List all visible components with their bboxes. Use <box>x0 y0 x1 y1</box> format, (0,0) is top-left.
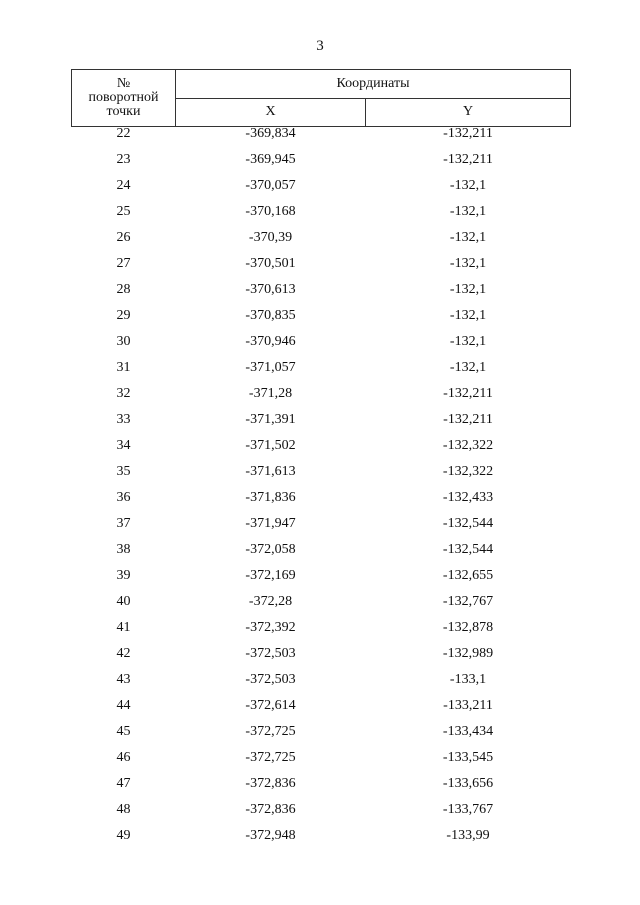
y-coordinate-cell: -132,655 <box>442 568 494 583</box>
table-row <box>72 413 571 439</box>
x-coordinate-cell: -372,28 <box>248 594 293 609</box>
point-number-cell: 27 <box>116 256 131 271</box>
y-coordinate-cell: -132,211 <box>443 386 493 401</box>
table-row <box>72 803 571 829</box>
table-row <box>72 595 571 621</box>
y-coordinate-cell: -132,433 <box>442 490 494 505</box>
y-coordinate-cell: -132,1 <box>449 230 487 245</box>
table-row <box>72 335 571 361</box>
y-coordinate-cell: -133,767 <box>442 802 494 817</box>
table-row <box>72 647 571 673</box>
point-number-cell: 47 <box>116 776 131 791</box>
point-number-cell: 42 <box>116 646 131 661</box>
table-row <box>72 387 571 413</box>
x-coordinate-cell: -370,168 <box>245 204 296 219</box>
y-coordinate-cell: -132,767 <box>442 594 494 609</box>
y-coordinate-cell: -132,544 <box>442 542 494 557</box>
x-coordinate-cell: -372,836 <box>245 776 296 791</box>
table-row <box>72 725 571 751</box>
x-coordinate-cell: -370,057 <box>245 178 296 193</box>
table-row <box>72 465 571 491</box>
point-number-cell: 29 <box>116 308 131 323</box>
point-number-cell: 48 <box>116 802 131 817</box>
page-number: 3 <box>316 38 324 54</box>
x-coordinate-cell: -372,503 <box>245 646 296 661</box>
x-coordinate-cell: -372,614 <box>245 698 296 713</box>
y-coordinate-cell: -133,545 <box>442 750 494 765</box>
table-row <box>72 543 571 569</box>
point-number-cell: 22 <box>116 126 131 141</box>
y-coordinate-cell: -132,1 <box>449 178 487 193</box>
table-row <box>72 153 571 179</box>
y-column-header: Y <box>366 98 571 127</box>
x-coordinate-cell: -370,501 <box>245 256 296 271</box>
x-coordinate-cell: -370,946 <box>245 334 296 349</box>
y-coordinate-cell: -133,434 <box>442 724 494 739</box>
point-number-cell: 44 <box>116 698 131 713</box>
x-coordinate-cell: -370,39 <box>248 230 293 245</box>
point-number-cell: 36 <box>116 490 131 505</box>
point-number-cell: 40 <box>116 594 131 609</box>
point-number-cell: 28 <box>116 282 131 297</box>
table-row <box>72 361 571 387</box>
x-coordinate-cell: -371,502 <box>245 438 296 453</box>
y-coordinate-cell: -132,211 <box>443 152 493 167</box>
x-coordinate-cell: -372,948 <box>245 828 296 843</box>
y-coordinate-cell: -133,211 <box>443 698 493 713</box>
x-coordinate-cell: -372,058 <box>245 542 296 557</box>
y-coordinate-cell: -132,1 <box>449 334 487 349</box>
table-row <box>72 309 571 335</box>
table-row <box>72 829 571 855</box>
x-coordinate-cell: -371,947 <box>245 516 296 531</box>
number-sign: № <box>116 76 131 91</box>
table-row <box>72 127 571 154</box>
table-row <box>72 751 571 777</box>
table-row <box>72 231 571 257</box>
table-header <box>72 70 571 127</box>
point-number-cell: 45 <box>116 724 131 739</box>
x-coordinate-cell: -371,057 <box>245 360 296 375</box>
number-header-line-2: поворотной <box>88 90 159 105</box>
coordinates-table <box>71 69 571 855</box>
x-coordinate-cell: -371,613 <box>245 464 296 479</box>
table-row <box>72 569 571 595</box>
y-coordinate-cell: -132,1 <box>449 204 487 219</box>
x-coordinate-cell: -372,169 <box>245 568 296 583</box>
point-number-cell: 46 <box>116 750 131 765</box>
x-coordinate-cell: -370,613 <box>245 282 296 297</box>
x-coordinate-cell: -372,725 <box>245 724 296 739</box>
table-body <box>72 127 571 856</box>
point-number-cell: 32 <box>116 386 131 401</box>
point-number-cell: 38 <box>116 542 131 557</box>
point-number-cell: 35 <box>116 464 131 479</box>
y-coordinate-cell: -133,656 <box>442 776 494 791</box>
y-coordinate-cell: -132,878 <box>442 620 494 635</box>
point-number-cell: 30 <box>116 334 131 349</box>
table-row <box>72 491 571 517</box>
y-coordinate-cell: -132,1 <box>449 256 487 271</box>
y-coordinate-cell: -132,211 <box>443 412 493 427</box>
point-number-cell: 26 <box>116 230 131 245</box>
x-coordinate-cell: -372,392 <box>245 620 296 635</box>
y-coordinate-cell: -133,99 <box>446 828 490 843</box>
point-number-cell: 49 <box>116 828 131 843</box>
y-coordinate-cell: -132,322 <box>442 464 494 479</box>
point-number-header <box>72 70 176 127</box>
x-coordinate-cell: -371,836 <box>245 490 296 505</box>
x-coordinate-cell: -372,725 <box>245 750 296 765</box>
point-number-cell: 24 <box>116 178 131 193</box>
point-number-cell: 31 <box>116 360 131 375</box>
table-row <box>72 517 571 543</box>
y-coordinate-cell: -132,1 <box>449 360 487 375</box>
x-coordinate-cell: -372,836 <box>245 802 296 817</box>
point-number-cell: 41 <box>116 620 131 635</box>
table-row <box>72 621 571 647</box>
y-coordinate-cell: -132,989 <box>442 646 494 661</box>
coordinates-header: Координаты <box>176 70 571 99</box>
point-number-cell: 34 <box>116 438 131 453</box>
point-number-cell: 39 <box>116 568 131 583</box>
number-header-line-3: точки <box>106 104 141 119</box>
x-coordinate-cell: -371,28 <box>248 386 293 401</box>
y-coordinate-cell: -132,322 <box>442 438 494 453</box>
point-number-cell: 43 <box>116 672 131 687</box>
table-row <box>72 777 571 803</box>
y-coordinate-cell: -132,211 <box>443 126 493 141</box>
table-row <box>72 673 571 699</box>
y-coordinate-cell: -132,544 <box>442 516 494 531</box>
x-coordinate-cell: -371,391 <box>245 412 296 427</box>
point-number-cell: 33 <box>116 412 131 427</box>
x-coordinate-cell: -370,835 <box>245 308 296 323</box>
x-column-header: X <box>176 98 366 127</box>
point-number-cell: 23 <box>116 152 131 167</box>
table-row <box>72 439 571 465</box>
table-row <box>72 699 571 725</box>
y-coordinate-cell: -133,1 <box>449 672 487 687</box>
table-row <box>72 205 571 231</box>
y-coordinate-cell: -132,1 <box>449 308 487 323</box>
x-coordinate-cell: -369,945 <box>245 152 296 167</box>
y-coordinate-cell: -132,1 <box>449 282 487 297</box>
x-coordinate-cell: -372,503 <box>245 672 296 687</box>
x-coordinate-cell: -369,834 <box>245 126 296 141</box>
point-number-cell: 37 <box>116 516 131 531</box>
point-number-cell: 25 <box>116 204 131 219</box>
table-row <box>72 257 571 283</box>
table-row <box>72 283 571 309</box>
table-row <box>72 179 571 205</box>
